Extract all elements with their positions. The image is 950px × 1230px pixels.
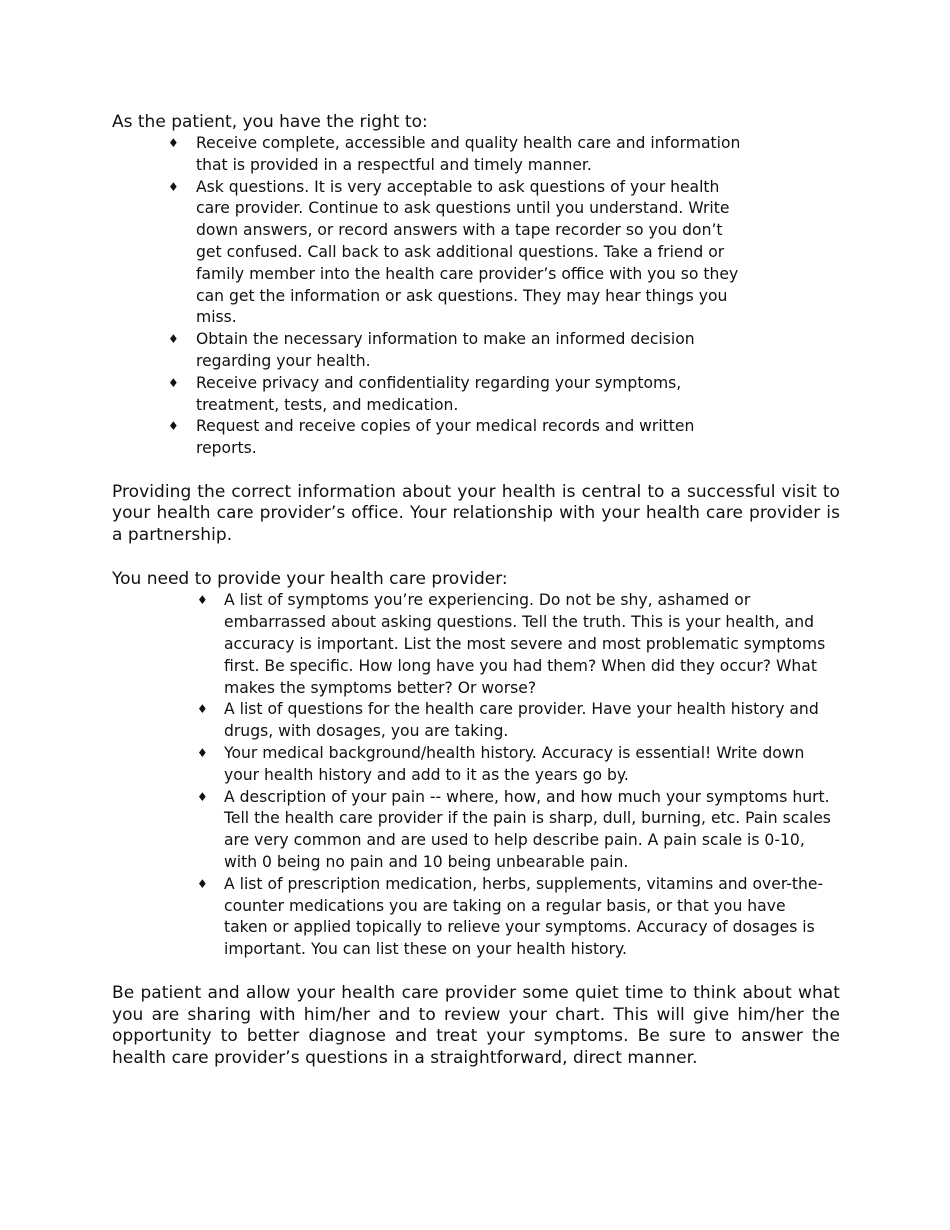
list-item — [112, 699, 832, 743]
diamond-bullet-icon: ♦ — [168, 136, 179, 150]
diamond-bullet-icon: ♦ — [197, 876, 208, 891]
provide-intro: You need to provide your health care provider: — [112, 569, 508, 590]
list-item-text: A list of symptoms you’re experiencing. Do not be shy, ashamed or embarrassed about asking questions. Tell the truth. This is your health, and accuracy is important. List the most severe and most problematic symptoms first. Be specific. How long have you had them? When did they occur? What makes the symptoms better? Or worse? — [224, 591, 826, 697]
list-item-text: Receive complete, accessible and quality health care and information that is provided in a respectful and timely manner. — [196, 134, 741, 174]
list-item-text: A list of prescription medication, herbs, supplements, vitamins and over-the-counter medications you are taking on a regular basis, or that you have taken or applied topically to relieve your symptoms. Accuracy of dosages is important. You can list these on your health history. — [224, 874, 824, 959]
document-page — [112, 111, 840, 1069]
list-item-text: Your medical background/health history. Accuracy is essential! Write down your health history and add to it as the years go by. — [224, 744, 805, 784]
spacer — [112, 546, 840, 568]
list-item — [112, 329, 752, 373]
rights-list — [112, 133, 840, 460]
diamond-bullet-icon: ♦ — [197, 593, 208, 608]
list-item-text: A list of questions for the health care provider. Have your health history and drugs, with dosages, you are taking. — [224, 700, 819, 741]
diamond-bullet-icon: ♦ — [197, 789, 208, 804]
diamond-bullet-icon: ♦ — [168, 375, 179, 390]
closing-paragraph: Be patient and allow your health care provider some quiet time to think about what you are sharing with him/her and to review your chart. This will give him/her the opportunity to better diagnose and treat your symptoms. Be sure to answer the health care provider’s questions in a straightforward, direct manner. — [112, 983, 840, 1068]
list-item — [112, 787, 832, 874]
diamond-bullet-icon: ♦ — [197, 702, 208, 717]
list-item-text: A description of your pain -- where, how, and how much your symptoms hurt. Tell the health care provider if the pain is sharp, dull, burning, etc. Pain scales are very common and are used to help describe pain. A pain scale is 0-10, with 0 being no pain and 10 being unbearable pain. — [224, 787, 831, 872]
rights-intro: As the patient, you have the right to: — [112, 112, 428, 132]
diamond-bullet-icon: ♦ — [197, 746, 208, 761]
list-item-text: Receive privacy and confidentiality regarding your symptoms, treatment, tests, and medication. — [196, 373, 682, 414]
diamond-bullet-icon: ♦ — [168, 179, 179, 194]
list-item — [112, 133, 752, 177]
list-item-text: Obtain the necessary information to make an informed decision regarding your health. — [196, 330, 695, 370]
spacer — [112, 460, 840, 482]
list-item — [112, 874, 832, 961]
partnership-paragraph: Providing the correct information about your health is central to a successful visit to your health care provider’s office. Your relationship with your health care provider is a partnership. — [112, 481, 840, 545]
list-item-text: Request and receive copies of your medical records and written reports. — [196, 417, 695, 458]
provide-list — [112, 590, 840, 961]
diamond-bullet-icon: ♦ — [168, 332, 179, 347]
list-item — [112, 416, 752, 460]
list-item — [112, 590, 832, 699]
spacer — [112, 961, 840, 983]
diamond-bullet-icon: ♦ — [168, 419, 179, 434]
list-item — [112, 743, 832, 787]
list-item — [112, 177, 752, 330]
list-item — [112, 373, 752, 417]
list-item-text: Ask questions. It is very acceptable to ask questions of your health care provider. Continue to ask questions until you understand. Write down answers, or record answers with a tape recorder so you don’t get confused. Call back to ask additional questions. Take a friend or family member into the health care provider’s office with you so they can get the information or ask questions. They may hear things you miss. — [196, 177, 739, 327]
